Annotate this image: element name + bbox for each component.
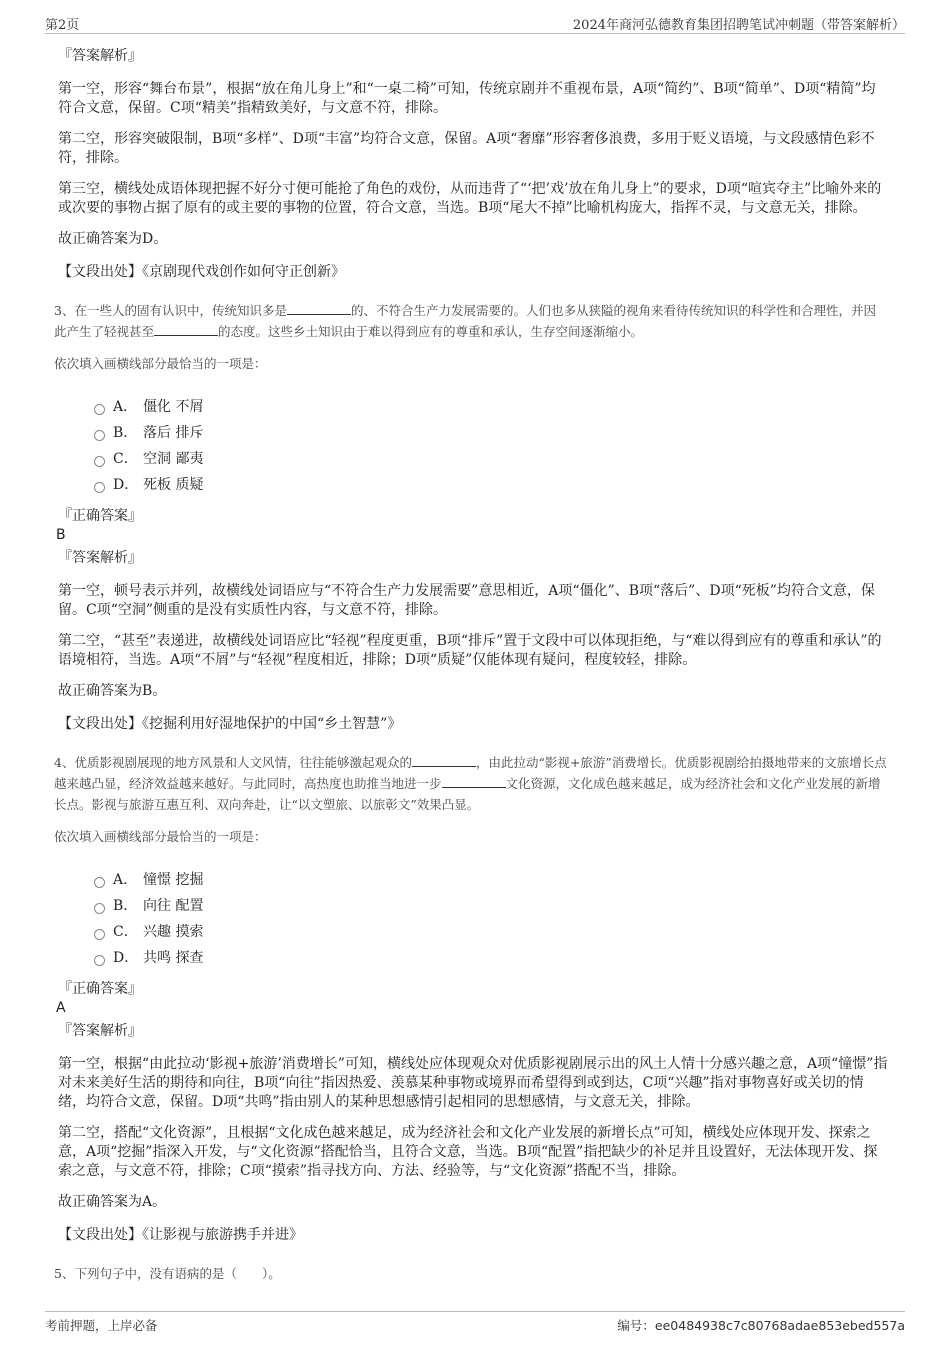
- document-body: [56, 46, 888, 1284]
- question-text: 的、不符合生产力发展需要的。人们也多从狭隘的视角来看待传统知识的科学性和合理性，并因此产生了轻视甚至: [54, 303, 876, 339]
- question-instruction: 依次填入画横线部分最恰当的一项是：: [54, 356, 267, 371]
- radio-icon[interactable]: [94, 955, 105, 966]
- footer-slogan: 考前押题，上岸必备: [45, 1318, 158, 1333]
- analysis-paragraph: 第一空，根据“由此拉动‘影视+旅游’消费增长”可知，横线处应体现观众对优质影视剧展示出的风土人情十分感兴趣之意，A项“憧憬”指对未来美好生活的期待和向往，B项“向往”指因热爱、羡慕某种事物或境界而希望得到或到达，C项“兴趣”指对事物喜好或关切的情绪，均符合文意，保留。D项“共鸣”指由别人的某种思想感情引起相同的思想感情，与文意无关，排除。: [58, 1056, 888, 1110]
- fill-blank: [412, 754, 476, 767]
- analysis-paragraph: 第一空，顿号表示并列，故横线处词语应与“不符合生产力发展需要”意思相近，A项“僵化”、B项“落后”、D项“死板”均符合文意，保留。C项“空洞”侧重的是没有实质性内容，与文意不符，排除。: [58, 583, 875, 618]
- source-citation: 【文段出处】《让影视与旅游携手并进》: [58, 1227, 303, 1243]
- option-d[interactable]: D． 死板 质疑: [94, 472, 888, 498]
- document-id: 编号：ee0484938c7c80768adae853ebed557a: [617, 1318, 905, 1333]
- analysis-label: 『答案解析』: [58, 550, 142, 566]
- option-c[interactable]: C． 兴趣 摸索: [94, 919, 888, 945]
- analysis-paragraph: 第一空，形容“舞台布景”，根据“放在角儿身上”和“一桌二椅”可知，传统京剧并不重视布景，A项“简约”、B项“简单”、D项“精简”均符合文意，保留。C项“精美”指精致美好，与文意不符，排除。: [58, 81, 876, 116]
- analysis-paragraph: 第二空，搭配“文化资源”，且根据“文化成色越来越足，成为经济社会和文化产业发展的新增长点”可知，横线处应体现开发、探索之意，A项“挖掘”指深入开发，与“文化资源”搭配恰当，且符合文意，当选。B项“配置”指把缺少的补足并且设置好，无法体现开发、探索之意，与文意不符，排除；C项“摸索”指寻找方向、方法、经验等，与“文化资源”搭配不当，排除。: [58, 1125, 878, 1179]
- question-text: ，由此拉动“影视+旅游”消费增长。优质影视剧给拍摄地带来的文旅增长点越来越凸显，经济效益越来越好。与此同时，高热度也助推当地进一步: [54, 755, 887, 791]
- option-a[interactable]: A． 憧憬 挖掘: [94, 867, 888, 893]
- question-instruction: 依次填入画横线部分最恰当的一项是：: [54, 829, 267, 844]
- analysis-paragraph: 第三空，横线处成语体现把握不好分寸便可能抢了角色的戏份，从而违背了“‘把’戏’放在角儿身上”的要求，D项“喧宾夺主”比喻外来的或次要的事物占据了原有的或主要的事物的位置，符合文意，当选。B项“尾大不掉”比喻机构庞大，指挥不灵，与文意无关，排除。: [58, 181, 882, 216]
- radio-icon[interactable]: [94, 404, 105, 415]
- question-3: [54, 300, 888, 342]
- option-list: [94, 394, 888, 498]
- fill-blank: [442, 775, 506, 788]
- conclusion: 故正确答案为B。: [58, 683, 167, 699]
- correct-answer: A: [56, 1000, 66, 1016]
- conclusion: 故正确答案为A。: [58, 1194, 167, 1210]
- fill-blank: [154, 323, 218, 336]
- analysis-label: 『答案解析』: [58, 1023, 142, 1039]
- correct-answer-label: 『正确答案』: [58, 508, 142, 524]
- option-c[interactable]: C． 空洞 鄙夷: [94, 446, 888, 472]
- option-a[interactable]: A． 僵化 不屑: [94, 394, 888, 420]
- radio-icon[interactable]: [94, 482, 105, 493]
- radio-icon[interactable]: [94, 929, 105, 940]
- source-citation: 【文段出处】《京剧现代戏创作如何守正创新》: [58, 264, 345, 280]
- option-b[interactable]: B． 向往 配置: [94, 893, 888, 919]
- radio-icon[interactable]: [94, 456, 105, 467]
- correct-answer-label: 『正确答案』: [58, 981, 142, 997]
- question-text: 4、优质影视剧展现的地方风景和人文风情，往往能够激起观众的: [54, 755, 412, 770]
- question-text: 的态度。这些乡土知识由于难以得到应有的尊重和承认，生存空间逐渐缩小。: [218, 324, 644, 339]
- radio-icon[interactable]: [94, 903, 105, 914]
- document-title: 2024年商河弘德教育集团招聘笔试冲刺题（带答案解析）: [572, 18, 905, 33]
- source-citation: 【文段出处】《挖掘利用好湿地保护的中国“乡土智慧”》: [58, 716, 402, 732]
- option-d[interactable]: D． 共鸣 探查: [94, 945, 888, 971]
- question-text: 3、在一些人的固有认识中，传统知识多是: [54, 303, 287, 318]
- analysis-label: 『答案解析』: [58, 48, 142, 64]
- option-list: [94, 867, 888, 971]
- analysis-paragraph: 第二空，“甚至”表递进，故横线处词语应比“轻视”程度更重，B项“排斥”置于文段中可以体现拒绝，与“难以得到应有的尊重和承认”的语境相符，当选。A项“不屑”与“轻视”程度相近，排除；D项“质疑”仅能体现有疑问，程度较轻，排除。: [58, 633, 882, 668]
- page-header: [45, 14, 905, 34]
- analysis-paragraph: 第二空，形容突破限制，B项“多样”、D项“丰富”均符合文意，保留。A项“奢靡”形容奢侈浪费，多用于贬义语境，与文段感情色彩不符，排除。: [58, 131, 875, 166]
- question-5: 5、下列句子中，没有语病的是（ ）。: [54, 1266, 281, 1281]
- correct-answer: B: [56, 527, 66, 543]
- page-footer: [45, 1311, 905, 1333]
- radio-icon[interactable]: [94, 877, 105, 888]
- page-number: 第2页: [45, 18, 80, 33]
- question-4: [54, 752, 888, 815]
- question-text: 文化资源，文化成色越来越足，成为经济社会和文化产业发展的新增长点。影视与旅游互惠互利、双向奔赴，让“以文塑旅、以旅彰文”效果凸显。: [54, 776, 881, 812]
- option-b[interactable]: B． 落后 排斥: [94, 420, 888, 446]
- conclusion: 故正确答案为D。: [58, 231, 168, 247]
- radio-icon[interactable]: [94, 430, 105, 441]
- fill-blank: [287, 302, 351, 315]
